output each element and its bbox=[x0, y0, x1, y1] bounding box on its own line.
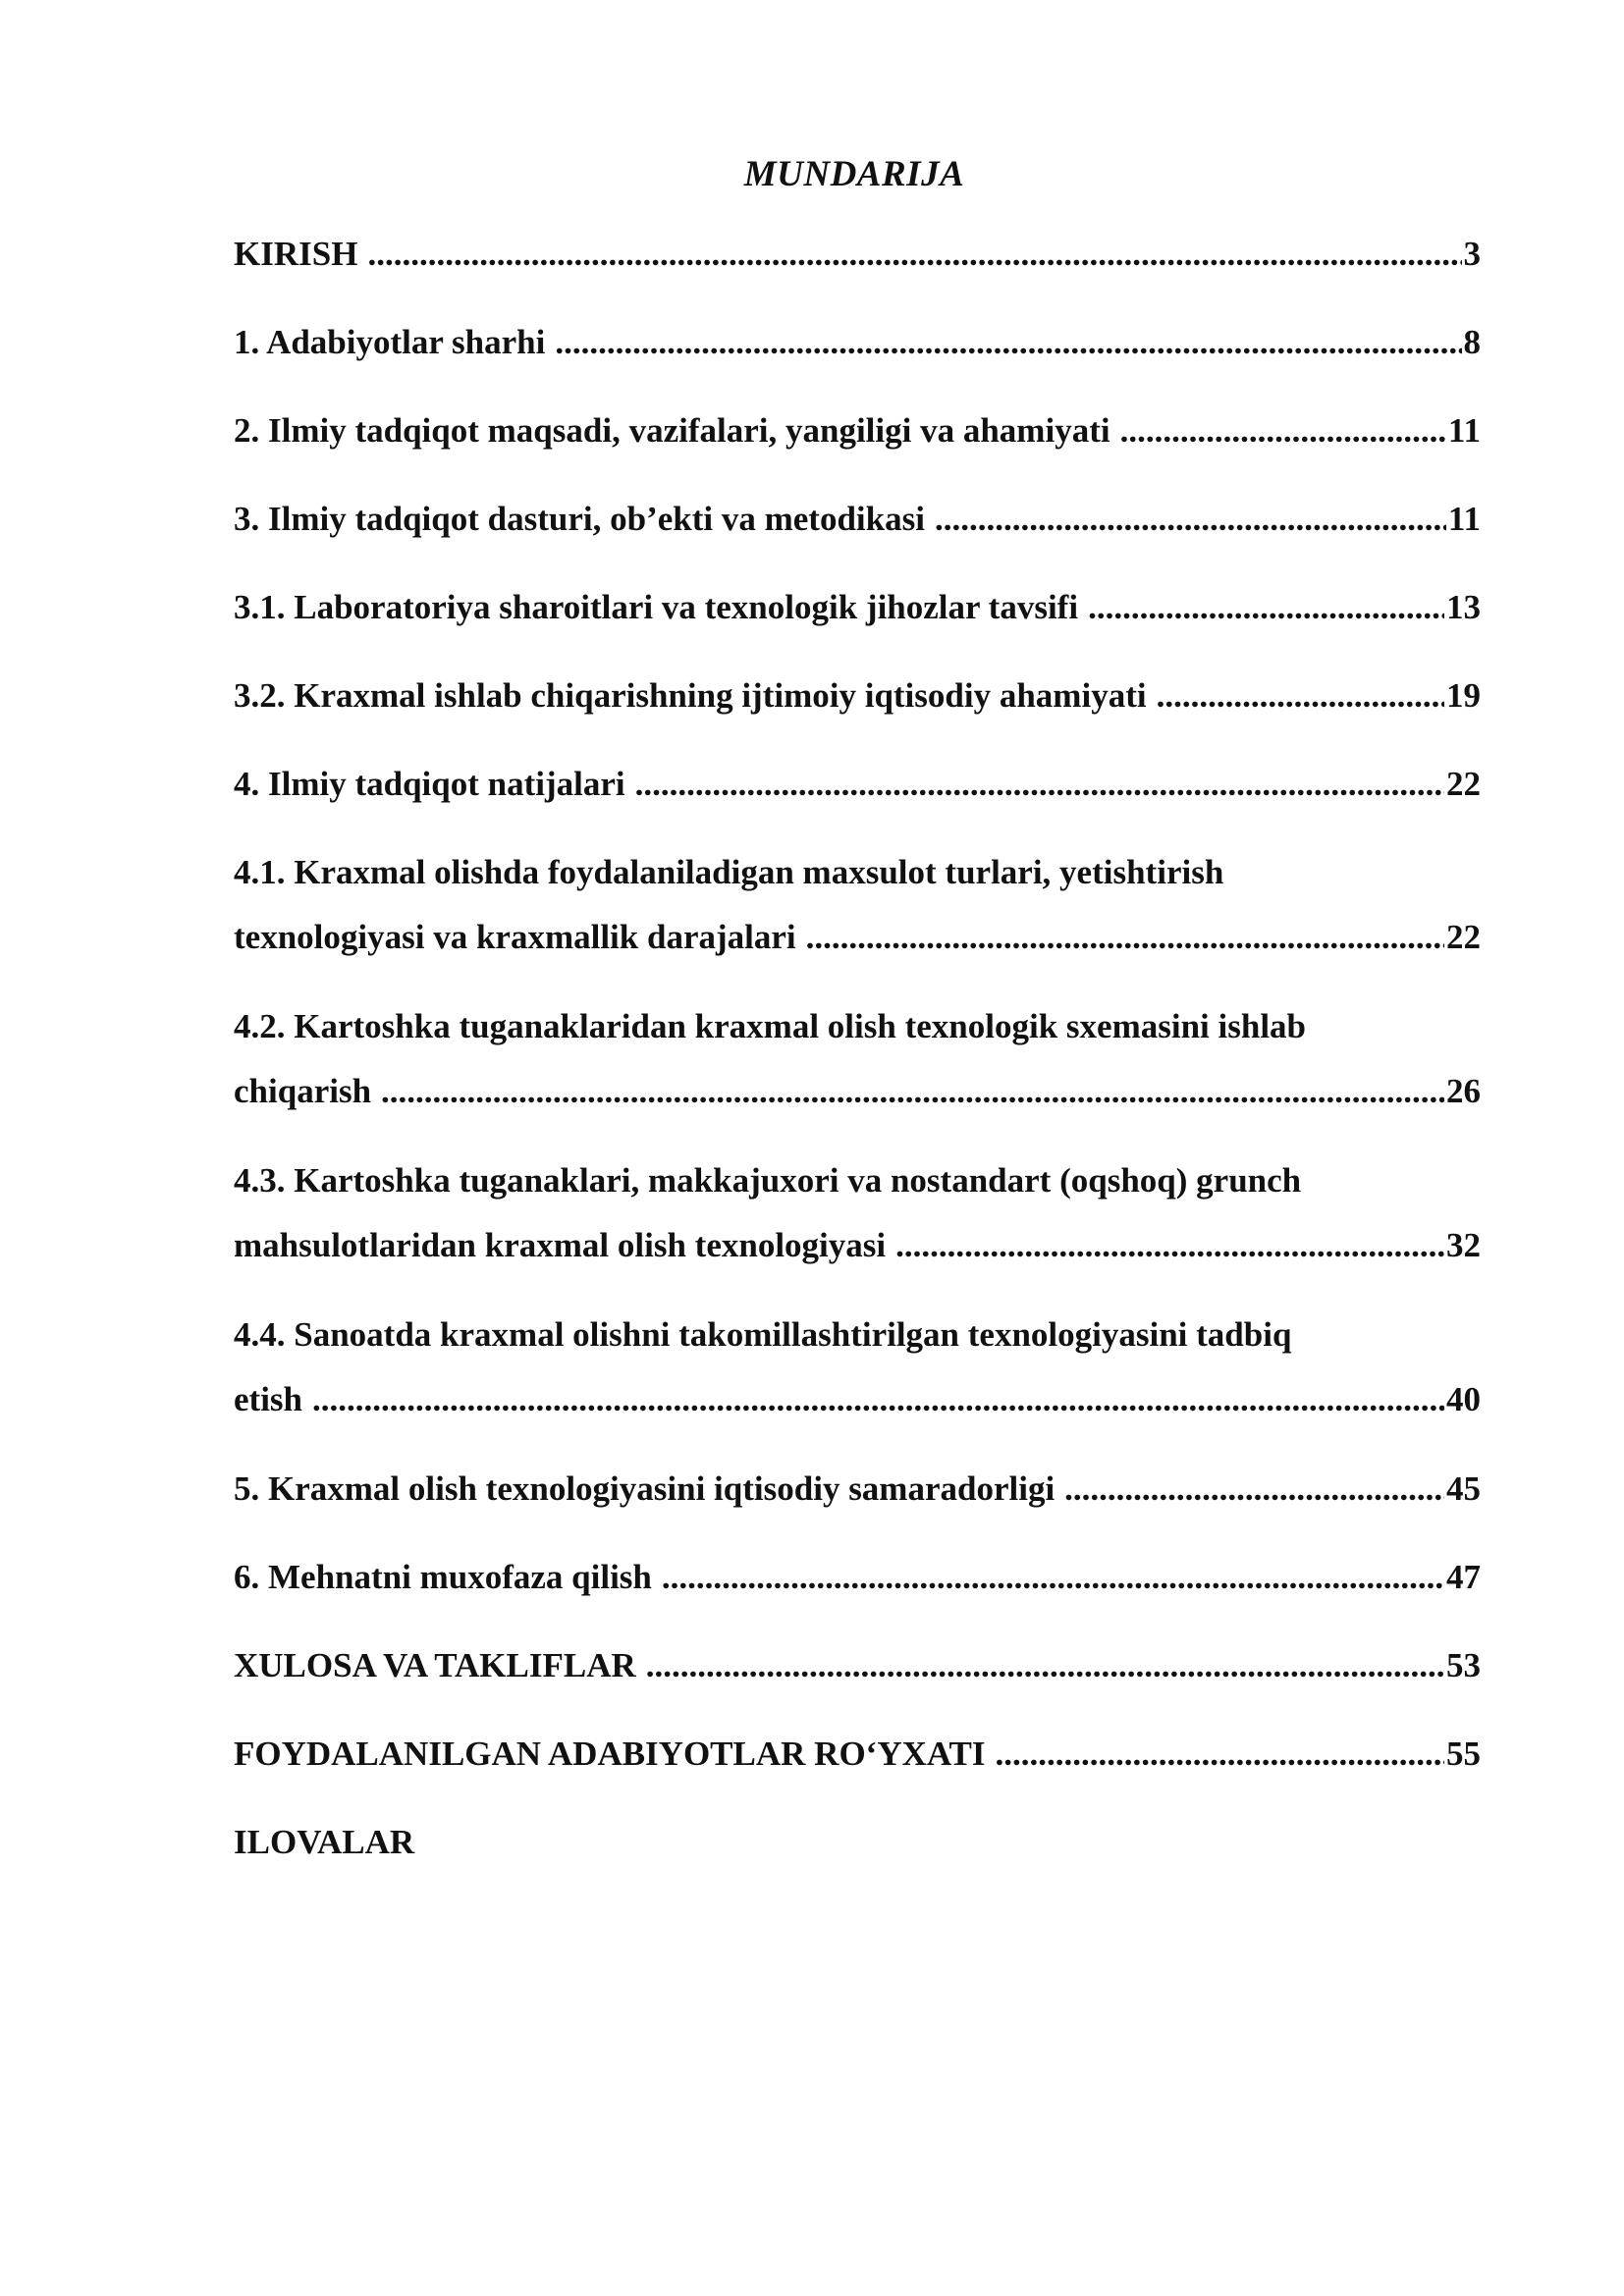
toc-dot-leader bbox=[662, 1545, 1444, 1610]
toc-entry-title: etish bbox=[234, 1380, 302, 1418]
toc-entry-title: 3.2. Kraxmal ishlab chiqarishning ijtimoiy iqtisodiy ahamiyati bbox=[234, 676, 1147, 715]
table-of-contents bbox=[234, 222, 1481, 1898]
toc-dot-leader bbox=[555, 310, 1461, 375]
toc-entry-title-line: 4.3. Kartoshka tuganaklari, makkajuxori va nostandart (oqshoq) grunch bbox=[234, 1161, 1302, 1200]
toc-page-number: 22 bbox=[1446, 765, 1481, 803]
toc-entry bbox=[234, 310, 1481, 399]
toc-dot-leader bbox=[806, 905, 1444, 970]
toc-page-number: 19 bbox=[1446, 676, 1481, 715]
toc-dot-leader bbox=[1088, 575, 1444, 640]
toc-entry bbox=[234, 1457, 1481, 1545]
toc-dot-leader bbox=[1157, 664, 1444, 728]
toc-entry bbox=[234, 1303, 1481, 1457]
toc-entry-title: XULOSA VA TAKLIFLAR bbox=[234, 1646, 636, 1684]
toc-page-number: 22 bbox=[1446, 918, 1481, 956]
toc-page-number: 13 bbox=[1446, 588, 1481, 626]
toc-entry bbox=[234, 840, 1481, 994]
toc-entry bbox=[234, 1722, 1481, 1810]
toc-entry-title: 6. Mehnatni muxofaza qilish bbox=[234, 1558, 652, 1596]
toc-dot-leader bbox=[381, 1059, 1444, 1124]
toc-page-number: 53 bbox=[1446, 1646, 1481, 1684]
toc-entry-title: 5. Kraxmal olish texnologiyasini iqtisodiy samaradorligi bbox=[234, 1469, 1056, 1508]
toc-page-number: 8 bbox=[1463, 323, 1481, 361]
toc-dot-leader bbox=[312, 1367, 1444, 1432]
toc-entry bbox=[234, 222, 1481, 310]
toc-dot-leader bbox=[1064, 1457, 1444, 1522]
toc-page-number: 11 bbox=[1447, 500, 1481, 538]
toc-entry-title: FOYDALANILGAN ADABIYOTLAR RO‘YXATI bbox=[234, 1735, 986, 1773]
toc-entry bbox=[234, 752, 1481, 840]
toc-dot-leader bbox=[1120, 399, 1446, 463]
toc-entry-title: 3. Ilmiy tadqiqot dasturi, ob’ekti va metodikasi bbox=[234, 500, 925, 538]
toc-entry-title: 3.1. Laboratoriya sharoitlari va texnologik jihozlar tavsifi bbox=[234, 588, 1079, 626]
toc-page-number: 47 bbox=[1446, 1558, 1481, 1596]
toc-dot-leader bbox=[996, 1722, 1444, 1787]
toc-entry-title: chiqarish bbox=[234, 1072, 372, 1110]
toc-entry bbox=[234, 1148, 1481, 1303]
toc-entry bbox=[234, 1545, 1481, 1633]
toc-page-number: 40 bbox=[1446, 1380, 1481, 1418]
toc-entry-title: 2. Ilmiy tadqiqot maqsadi, vazifalari, yangiligi va ahamiyati bbox=[234, 411, 1110, 450]
toc-entry-title-line: 4.4. Sanoatda kraxmal olishni takomillashtirilgan texnologiyasini tadbiq bbox=[234, 1315, 1292, 1354]
toc-dot-leader bbox=[935, 487, 1446, 552]
toc-entry bbox=[234, 1810, 1481, 1898]
toc-entry-title: mahsulotlaridan kraxmal olish texnologiyasi bbox=[234, 1226, 887, 1264]
toc-entry-title: texnologiyasi va kraxmallik darajalari bbox=[234, 918, 796, 956]
toc-entry bbox=[234, 487, 1481, 575]
toc-entry bbox=[234, 664, 1481, 752]
toc-page-number: 3 bbox=[1463, 235, 1481, 273]
toc-entry-title: 4. Ilmiy tadqiqot natijalari bbox=[234, 765, 625, 803]
toc-entry bbox=[234, 994, 1481, 1148]
toc-entry bbox=[234, 399, 1481, 487]
toc-dot-leader bbox=[367, 222, 1461, 287]
toc-page-number: 32 bbox=[1446, 1226, 1481, 1264]
toc-dot-leader bbox=[635, 752, 1444, 817]
toc-dot-leader bbox=[646, 1633, 1444, 1698]
toc-page-number: 55 bbox=[1446, 1735, 1481, 1773]
toc-dot-leader bbox=[895, 1213, 1444, 1278]
toc-page-number: 26 bbox=[1446, 1072, 1481, 1110]
toc-page-number: 11 bbox=[1447, 411, 1481, 450]
toc-entry-title: ILOVALAR bbox=[234, 1823, 415, 1861]
toc-entry-title: 1. Adabiyotlar sharhi bbox=[234, 323, 546, 361]
toc-entry-title-line: 4.2. Kartoshka tuganaklaridan kraxmal olish texnologik sxemasini ishlab bbox=[234, 1007, 1307, 1045]
toc-entry bbox=[234, 1633, 1481, 1722]
toc-entry-title: KIRISH bbox=[234, 235, 358, 273]
toc-title: MUNDARIJA bbox=[743, 154, 965, 194]
toc-entry-title-line: 4.1. Kraxmal olishda foydalaniladigan maxsulot turlari, yetishtirish bbox=[234, 853, 1224, 891]
toc-entry bbox=[234, 575, 1481, 664]
toc-page-number: 45 bbox=[1446, 1469, 1481, 1508]
